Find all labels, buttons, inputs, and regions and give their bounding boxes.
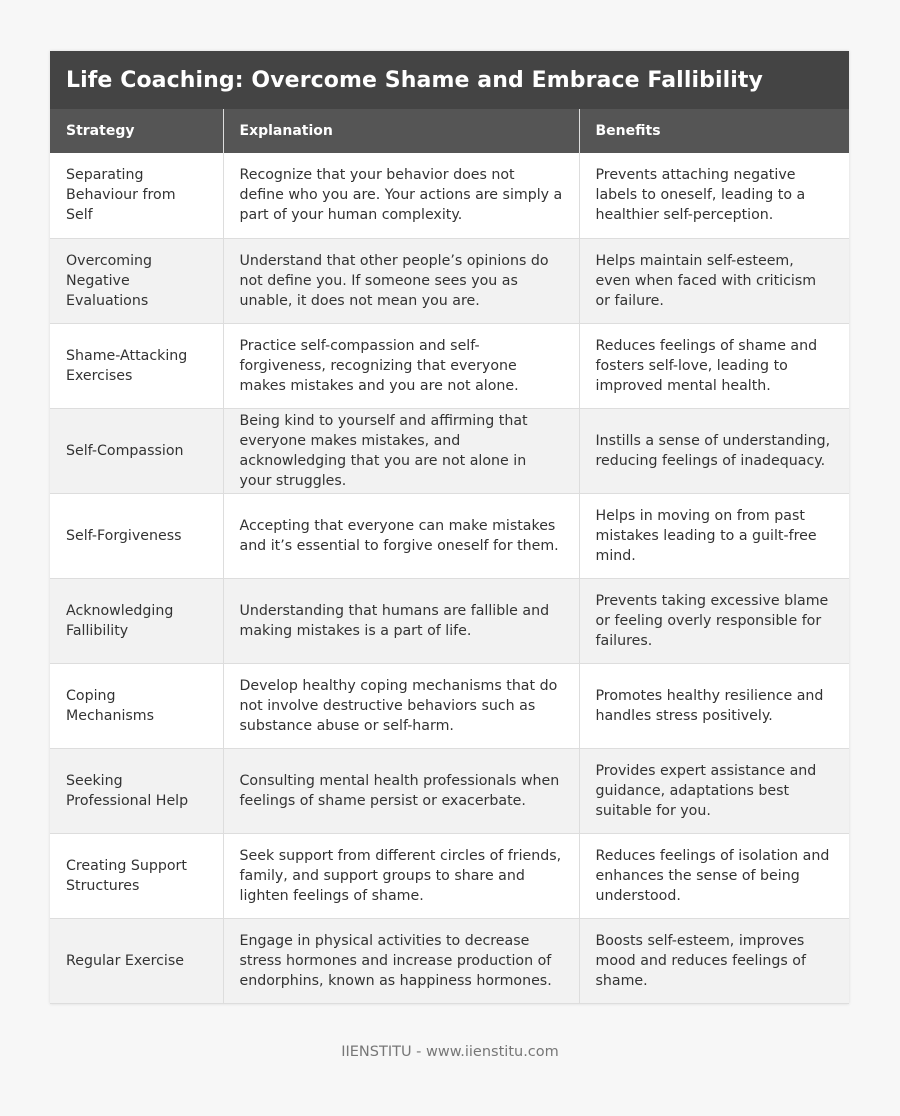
table-header: [50, 109, 849, 153]
strategy-cell: Creating Support Structures: [50, 833, 223, 918]
table-row: [50, 408, 849, 493]
benefits-cell: Instills a sense of understanding, reducing feelings of inadequacy.: [579, 408, 849, 493]
column-header-strategy: Strategy: [50, 109, 223, 153]
benefits-cell: Helps in moving on from past mistakes leading to a guilt-free mind.: [579, 493, 849, 578]
column-header-benefits: Benefits: [579, 109, 849, 153]
column-header-explanation: Explanation: [223, 109, 579, 153]
table-row: [50, 323, 849, 408]
benefits-cell: Reduces feelings of isolation and enhances the sense of being understood.: [579, 833, 849, 918]
benefits-cell: Reduces feelings of shame and fosters self-love, leading to improved mental health.: [579, 323, 849, 408]
table-row: [50, 153, 849, 238]
explanation-cell: Understand that other people’s opinions do not define you. If someone sees you as unable, it does not mean you are.: [223, 238, 579, 323]
strategy-cell: Acknowledging Fallibility: [50, 578, 223, 663]
strategy-cell: Self-Compassion: [50, 408, 223, 493]
benefits-cell: Promotes healthy resilience and handles stress positively.: [579, 663, 849, 748]
strategy-cell: Seeking Professional Help: [50, 748, 223, 833]
footer-credit: IIENSTITU - www.iienstitu.com: [341, 1044, 559, 1060]
coaching-table-card: [50, 51, 849, 1004]
explanation-cell: Consulting mental health professionals when feelings of shame persist or exacerbate.: [223, 748, 579, 833]
explanation-cell: Recognize that your behavior does not define who you are. Your actions are simply a part of your human complexity.: [223, 153, 579, 238]
table-body: [50, 153, 849, 1003]
explanation-cell: Understanding that humans are fallible and making mistakes is a part of life.: [223, 578, 579, 663]
strategy-cell: Overcoming Negative Evaluations: [50, 238, 223, 323]
explanation-cell: Accepting that everyone can make mistakes and it’s essential to forgive oneself for them.: [223, 493, 579, 578]
benefits-cell: Prevents taking excessive blame or feeling overly responsible for failures.: [579, 578, 849, 663]
table-row: [50, 833, 849, 918]
page-title: Life Coaching: Overcome Shame and Embrace Fallibility: [66, 67, 763, 93]
strategy-table: [50, 109, 849, 1004]
table-row: [50, 493, 849, 578]
table-row: [50, 578, 849, 663]
explanation-cell: Engage in physical activities to decrease stress hormones and increase production of endorphins, known as happiness hormones.: [223, 918, 579, 1003]
title-bar: [50, 51, 849, 109]
explanation-cell: Seek support from different circles of friends, family, and support groups to share and lighten feelings of shame.: [223, 833, 579, 918]
strategy-cell: Regular Exercise: [50, 918, 223, 1003]
header-row: [50, 109, 849, 153]
explanation-cell: Develop healthy coping mechanisms that do not involve destructive behaviors such as substance abuse or self-harm.: [223, 663, 579, 748]
explanation-cell: Being kind to yourself and affirming that everyone makes mistakes, and acknowledging that you are not alone in your struggles.: [223, 408, 579, 493]
benefits-cell: Boosts self-esteem, improves mood and reduces feelings of shame.: [579, 918, 849, 1003]
explanation-cell: Practice self-compassion and self-forgiveness, recognizing that everyone makes mistakes and you are not alone.: [223, 323, 579, 408]
strategy-cell: Self-Forgiveness: [50, 493, 223, 578]
strategy-cell: Coping Mechanisms: [50, 663, 223, 748]
benefits-cell: Provides expert assistance and guidance, adaptations best suitable for you.: [579, 748, 849, 833]
benefits-cell: Prevents attaching negative labels to oneself, leading to a healthier self-perception.: [579, 153, 849, 238]
table-row: [50, 748, 849, 833]
table-row: [50, 663, 849, 748]
strategy-cell: Shame-Attacking Exercises: [50, 323, 223, 408]
table-row: [50, 918, 849, 1003]
strategy-cell: Separating Behaviour from Self: [50, 153, 223, 238]
table-row: [50, 238, 849, 323]
benefits-cell: Helps maintain self-esteem, even when faced with criticism or failure.: [579, 238, 849, 323]
